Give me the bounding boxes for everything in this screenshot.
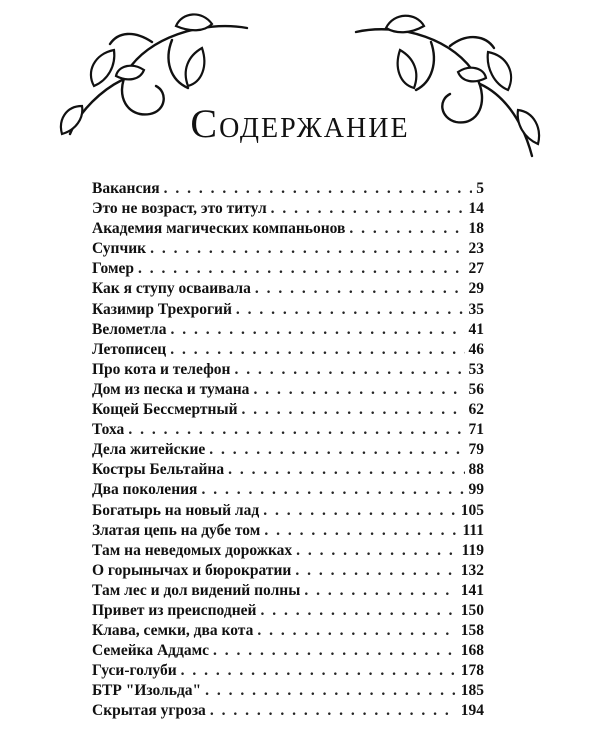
toc-dot-leader bbox=[213, 642, 457, 660]
toc-dot-leader bbox=[264, 522, 458, 540]
toc-dot-leader bbox=[201, 481, 464, 499]
toc-entry bbox=[92, 582, 484, 602]
toc-entry-title: Летописец bbox=[92, 340, 167, 358]
toc-dot-leader bbox=[295, 562, 456, 580]
toc-entry-page: 41 bbox=[468, 320, 484, 338]
toc-dot-leader bbox=[181, 662, 457, 680]
toc-entry bbox=[92, 642, 484, 662]
toc-entry-title: Гуси-голуби bbox=[92, 662, 177, 680]
toc-dot-leader bbox=[209, 441, 464, 459]
toc-entry-title: БТР "Изольда" bbox=[92, 682, 202, 700]
toc-entry bbox=[92, 260, 484, 280]
toc-entry bbox=[92, 602, 484, 622]
toc-dot-leader bbox=[170, 341, 464, 359]
toc-dot-leader bbox=[349, 220, 464, 238]
toc-entry bbox=[92, 301, 484, 321]
toc-dot-leader bbox=[260, 602, 456, 620]
toc-entry bbox=[92, 502, 484, 522]
toc-dot-leader bbox=[253, 381, 464, 399]
toc-dot-leader bbox=[128, 421, 464, 439]
toc-dot-leader bbox=[150, 240, 464, 258]
toc-entry-title: Дела житейские bbox=[92, 441, 206, 459]
toc-entry-page: 194 bbox=[460, 702, 484, 720]
toc-entry-title: Гомер bbox=[92, 260, 135, 278]
toc-entry-page: 99 bbox=[468, 481, 484, 499]
toc-entry-page: 71 bbox=[468, 421, 484, 439]
toc-entry bbox=[92, 341, 484, 361]
toc-entry-page: 79 bbox=[468, 441, 484, 459]
toc-dot-leader bbox=[242, 401, 465, 419]
toc-entry bbox=[92, 682, 484, 702]
toc-entry bbox=[92, 321, 484, 341]
toc-entry-title: Два поколения bbox=[92, 481, 198, 499]
toc-dot-leader bbox=[296, 542, 457, 560]
toc-entry bbox=[92, 662, 484, 682]
toc-dot-leader bbox=[255, 280, 465, 298]
toc-entry-title: О горынычах и бюрократии bbox=[92, 561, 292, 579]
toc-entry bbox=[92, 401, 484, 421]
toc-entry-page: 35 bbox=[468, 300, 484, 318]
toc-entry-page: 111 bbox=[462, 521, 484, 539]
toc-entry-page: 29 bbox=[468, 280, 484, 298]
toc-entry-page: 132 bbox=[460, 561, 484, 579]
toc-entry bbox=[92, 361, 484, 381]
toc-dot-leader bbox=[228, 461, 464, 479]
toc-entry-page: 14 bbox=[468, 200, 484, 218]
toc-entry bbox=[92, 381, 484, 401]
toc-entry-page: 56 bbox=[468, 380, 484, 398]
toc-entry bbox=[92, 220, 484, 240]
toc-entry-title: Богатырь на новый лад bbox=[92, 501, 260, 519]
toc-entry-page: 88 bbox=[468, 461, 484, 479]
toc-dot-leader bbox=[210, 702, 457, 720]
toc-entry-title: Казимир Трехрогий bbox=[92, 300, 232, 318]
toc-entry-page: 18 bbox=[468, 220, 484, 238]
toc-entry-title: Клава, семки, два кота bbox=[92, 622, 254, 640]
toc-entry-page: 53 bbox=[468, 360, 484, 378]
toc-entry bbox=[92, 280, 484, 300]
toc-entry bbox=[92, 180, 484, 200]
toc-entry-page: 158 bbox=[460, 622, 484, 640]
toc-dot-leader bbox=[304, 582, 456, 600]
toc-entry-page: 23 bbox=[468, 240, 484, 258]
toc-entry-title: Кощей Бессмертный bbox=[92, 401, 238, 419]
toc-entry bbox=[92, 240, 484, 260]
toc-entry-title: Велометла bbox=[92, 320, 167, 338]
toc-entry-page: 185 bbox=[460, 682, 484, 700]
toc-entry-page: 141 bbox=[460, 581, 484, 599]
toc-entry-title: Семейка Аддамс bbox=[92, 642, 210, 660]
toc-entry bbox=[92, 522, 484, 542]
toc-dot-leader bbox=[257, 622, 456, 640]
toc-entry-page: 5 bbox=[476, 180, 484, 197]
toc-entry-title: Там лес и дол видений полны bbox=[92, 581, 301, 599]
toc-entry-title: Костры Бельтайна bbox=[92, 461, 225, 479]
toc-entry bbox=[92, 702, 484, 722]
toc-entry-page: 168 bbox=[460, 642, 484, 660]
table-of-contents bbox=[92, 180, 484, 723]
toc-dot-leader bbox=[138, 260, 464, 278]
toc-dot-leader bbox=[170, 321, 464, 339]
page-title: Содержание bbox=[190, 101, 410, 146]
toc-dot-leader bbox=[263, 502, 457, 520]
toc-entry-page: 27 bbox=[468, 260, 484, 278]
toc-entry bbox=[92, 200, 484, 220]
toc-entry bbox=[92, 622, 484, 642]
toc-dot-leader bbox=[205, 682, 457, 700]
toc-entry-page: 105 bbox=[460, 501, 484, 519]
toc-entry-title: Тоха bbox=[92, 421, 125, 439]
toc-entry-title: Академия магических компаньонов bbox=[92, 220, 346, 238]
toc-entry-title: Там на неведомых дорожках bbox=[92, 541, 293, 559]
toc-entry-title: Супчик bbox=[92, 240, 147, 258]
toc-entry-page: 62 bbox=[468, 401, 484, 419]
toc-dot-leader bbox=[164, 180, 473, 198]
toc-entry-page: 178 bbox=[460, 662, 484, 680]
toc-dot-leader bbox=[234, 361, 464, 379]
toc-entry-page: 46 bbox=[468, 340, 484, 358]
toc-dot-leader bbox=[271, 200, 465, 218]
toc-entry-page: 119 bbox=[461, 541, 484, 559]
toc-entry-title: Златая цепь на дубе том bbox=[92, 521, 261, 539]
toc-entry-title: Скрытая угроза bbox=[92, 702, 206, 720]
toc-dot-leader bbox=[236, 301, 465, 319]
toc-entry bbox=[92, 562, 484, 582]
toc-entry-title: Как я ступу осваивала bbox=[92, 280, 251, 298]
toc-entry bbox=[92, 481, 484, 501]
toc-entry bbox=[92, 421, 484, 441]
toc-entry-title: Дом из песка и тумана bbox=[92, 380, 250, 398]
toc-entry-title: Привет из преисподней bbox=[92, 601, 257, 619]
toc-entry-title: Про кота и телефон bbox=[92, 360, 231, 378]
toc-entry bbox=[92, 542, 484, 562]
toc-entry bbox=[92, 461, 484, 481]
toc-entry-title: Вакансия bbox=[92, 180, 160, 197]
toc-entry-page: 150 bbox=[460, 601, 484, 619]
toc-entry-title: Это не возраст, это титул bbox=[92, 200, 267, 218]
toc-entry bbox=[92, 441, 484, 461]
